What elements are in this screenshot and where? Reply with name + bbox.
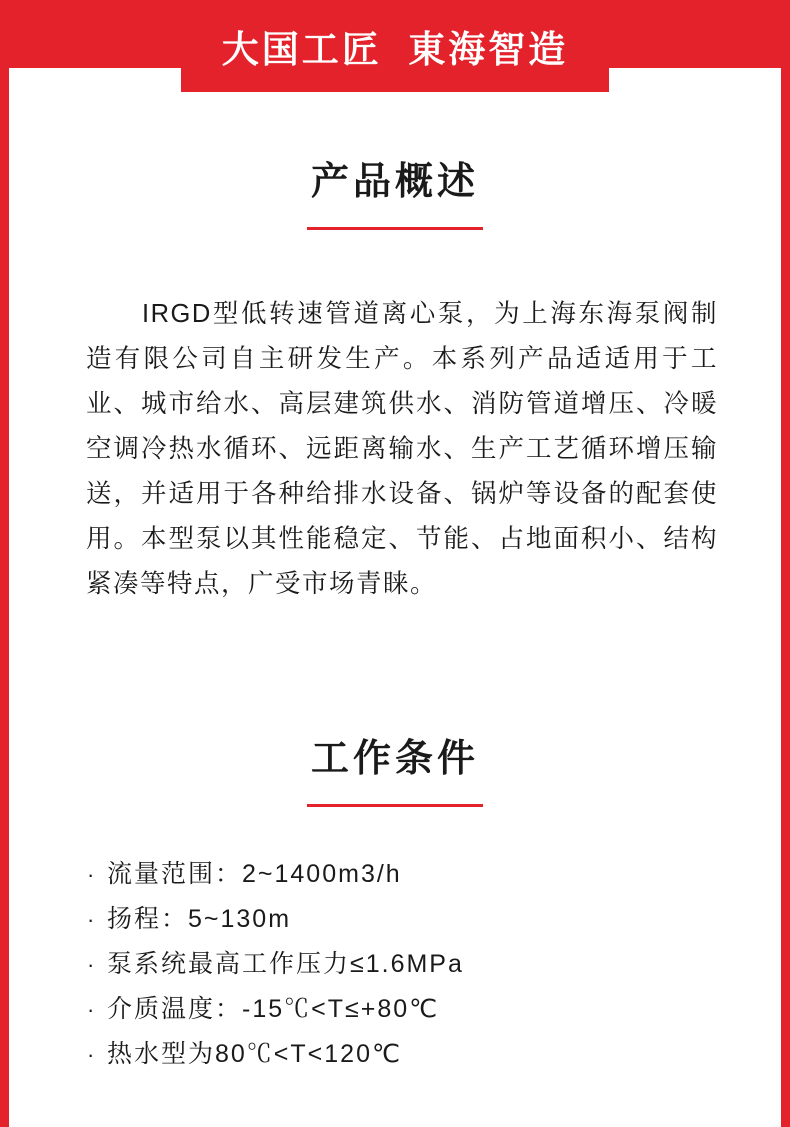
banner-notch-left xyxy=(9,68,181,92)
list-item xyxy=(87,1032,727,1077)
list-item-text: 扬程：5~130m xyxy=(107,905,292,933)
section-product-overview-header xyxy=(9,160,781,230)
list-item-text: 泵系统最高工作压力≤1.6MPa xyxy=(107,950,464,978)
list-item xyxy=(87,852,727,897)
list-item xyxy=(87,987,727,1032)
working-conditions-list xyxy=(87,852,727,1077)
bullet-icon: · xyxy=(87,997,97,1022)
bullet-icon: · xyxy=(87,907,97,932)
section-working-conditions-header xyxy=(9,737,781,807)
banner-title: 大国工匠 東海智造 xyxy=(221,29,569,70)
section-underline-product-overview xyxy=(307,227,483,230)
bullet-icon: · xyxy=(87,952,97,977)
list-item xyxy=(87,942,727,987)
list-item-text: 流量范围：2~1400m3/h xyxy=(107,860,402,888)
paragraph-text: IRGD型低转速管道离心泵，为上海东海泵阀制造有限公司自主研发生产。本系列产品适适用于工业、城市给水、高层建筑供水、消防管道增压、冷暖空调冷热水循环、远距离输水、生产工艺循环增压输送，并适用于各种给排水设备、锅炉等设备的配套使用。本型泵以其性能稳定、节能、占地面积小、结构紧凑等特点，广受市场青睐。 xyxy=(86,300,718,598)
list-item-text: 热水型为80℃<T<120℃ xyxy=(107,1040,403,1068)
bullet-icon: · xyxy=(87,862,97,887)
section-title-working-conditions: 工作条件 xyxy=(310,738,479,780)
list-item xyxy=(87,897,727,942)
banner-notch-right xyxy=(609,68,781,92)
section-title-product-overview: 产品概述 xyxy=(310,161,479,203)
list-item-text: 介质温度：-15℃<T≤+80℃ xyxy=(107,995,440,1023)
section-underline-working-conditions xyxy=(307,804,483,807)
bullet-icon: · xyxy=(87,1042,97,1067)
header-banner xyxy=(9,0,781,92)
product-overview-paragraph xyxy=(86,292,718,607)
